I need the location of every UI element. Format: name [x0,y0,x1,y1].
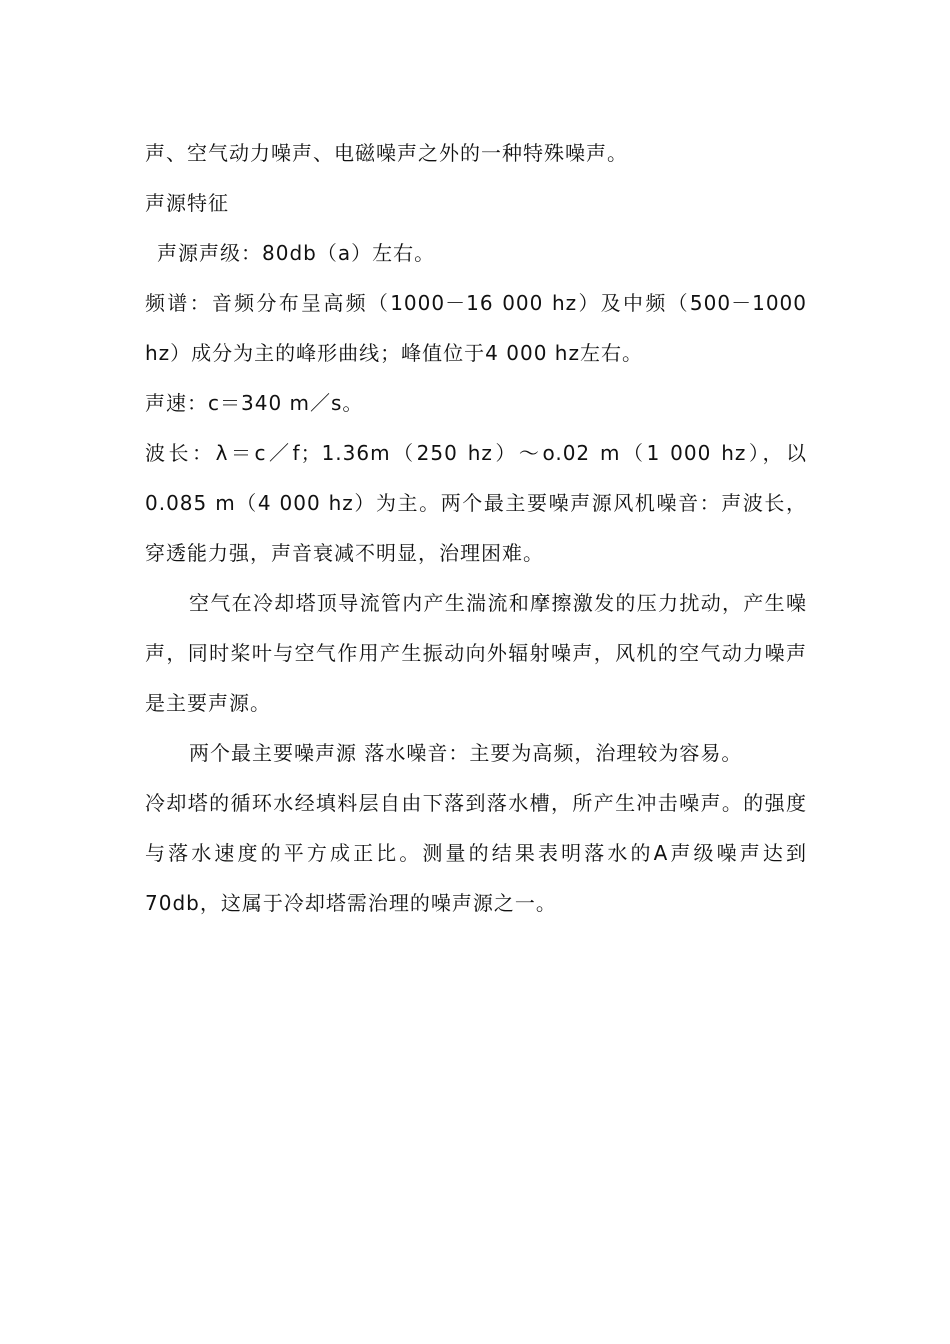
paragraph-sound-speed: 声速：c＝340 m／s。 [145,391,364,415]
paragraph-fan-noise: 空气在冷却塔顶导流管内产生湍流和摩擦激发的压力扰动，产生噪声，同时桨叶与空气作用产生振动向外辐射噪声，风机的空气动力噪声是主要声源。 [145,591,807,715]
paragraph-falling-water-noise: 两个最主要噪声源 落水噪音：主要为高频，治理较为容易。 [189,741,743,765]
paragraph-sound-level: 声源声级：80db（a）左右。 [157,241,436,265]
document-body [145,128,807,928]
paragraph-wavelength: 波长：λ＝c／f；1.36m（250 hz）～o.02 m（1 000 hz），以0.085 m（4 000 hz）为主。两个最主要噪声源风机噪音：声波长，穿透能力强，声音衰减不明显，治理困难。 [145,441,807,565]
paragraph-noise-intro: 声、空气动力噪声、电磁噪声之外的一种特殊噪声。 [145,141,628,165]
section-heading-source-features: 声源特征 [145,191,229,215]
paragraph-spectrum: 频谱：音频分布呈高频（1000－16 000 hz）及中频（500－1000 hz）成分为主的峰形曲线；峰值位于4 000 hz左右。 [145,291,807,365]
paragraph-falling-water-detail: 冷却塔的循环水经填料层自由下落到落水槽，所产生冲击噪声。的强度与落水速度的平方成正比。测量的结果表明落水的A声级噪声达到70db，这属于冷却塔需治理的噪声源之一。 [145,791,807,915]
